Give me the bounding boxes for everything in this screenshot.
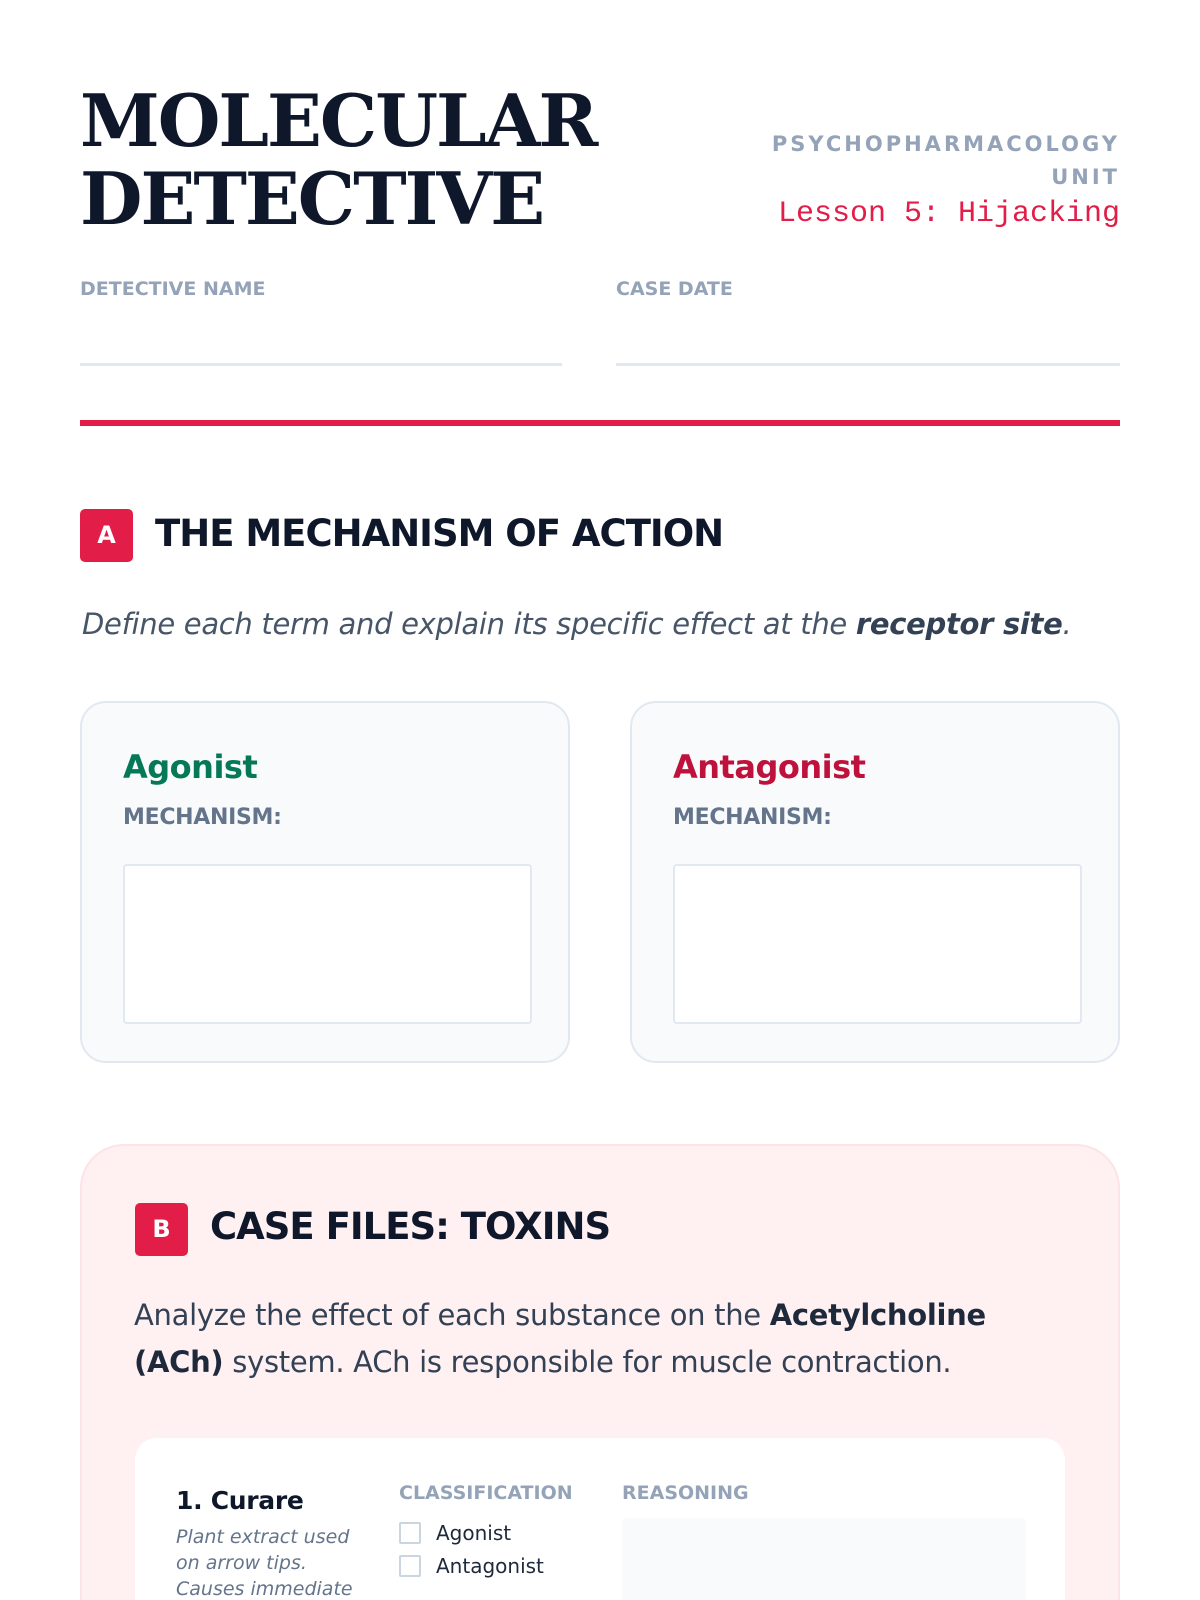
antagonist-card bbox=[630, 701, 1120, 1063]
case-date-field[interactable] bbox=[616, 363, 1120, 366]
agonist-checkbox[interactable] bbox=[399, 1522, 421, 1544]
toxin-description: Plant extract used on arrow tips. Causes immediate bbox=[176, 1526, 353, 1600]
page-title-line-1: MOLECULAR bbox=[80, 78, 597, 163]
agonist-answer-box[interactable] bbox=[123, 864, 532, 1024]
antagonist-checkbox[interactable] bbox=[399, 1555, 421, 1577]
reasoning-label: REASONING bbox=[622, 1482, 749, 1504]
reasoning-field[interactable] bbox=[622, 1518, 1026, 1600]
toxin-card-curare bbox=[135, 1438, 1065, 1600]
classification-label: CLASSIFICATION bbox=[399, 1482, 573, 1504]
section-b-title: CASE FILES: TOXINS bbox=[210, 1205, 611, 1248]
instruction-text: Define each term and explain its specific effect at the bbox=[82, 607, 856, 641]
option-agonist[interactable] bbox=[399, 1520, 511, 1546]
unit-label: PSYCHOPHARMACOLOGY UNIT bbox=[771, 132, 1120, 189]
case-date-label: CASE DATE bbox=[616, 278, 733, 300]
antagonist-mechanism-label: MECHANISM: bbox=[673, 805, 832, 830]
agonist-title: Agonist bbox=[123, 748, 258, 786]
toxin-name: 1. Curare bbox=[176, 1486, 304, 1515]
detective-name-label: DETECTIVE NAME bbox=[80, 278, 266, 300]
intro-text: Analyze the effect of each substance on the bbox=[134, 1298, 770, 1332]
intro-end: system. ACh is responsible for muscle contraction. bbox=[223, 1345, 952, 1379]
section-b-intro bbox=[134, 1292, 1084, 1386]
section-a-title: THE MECHANISM OF ACTION bbox=[155, 512, 724, 555]
instruction-end: . bbox=[1062, 607, 1072, 641]
antagonist-title: Antagonist bbox=[673, 748, 866, 786]
antagonist-answer-box[interactable] bbox=[673, 864, 1082, 1024]
option-antagonist-label: Antagonist bbox=[436, 1554, 544, 1578]
intro-emphasis: Acetylcholine (ACh) bbox=[134, 1298, 986, 1379]
page-title-line-2: DETECTIVE bbox=[80, 156, 544, 241]
lesson-label: Lesson 5: Hijacking bbox=[777, 197, 1120, 231]
option-agonist-label: Agonist bbox=[436, 1521, 512, 1545]
header-divider bbox=[80, 420, 1120, 426]
section-a-badge: A bbox=[80, 509, 133, 562]
section-b-badge: B bbox=[135, 1203, 188, 1256]
instruction-emphasis: receptor site bbox=[855, 607, 1063, 641]
option-antagonist[interactable] bbox=[399, 1553, 544, 1579]
agonist-card bbox=[80, 701, 570, 1063]
page-title bbox=[80, 78, 640, 241]
detective-name-field[interactable] bbox=[80, 363, 562, 366]
section-a-instruction bbox=[82, 604, 1071, 644]
agonist-mechanism-label: MECHANISM: bbox=[123, 805, 282, 830]
